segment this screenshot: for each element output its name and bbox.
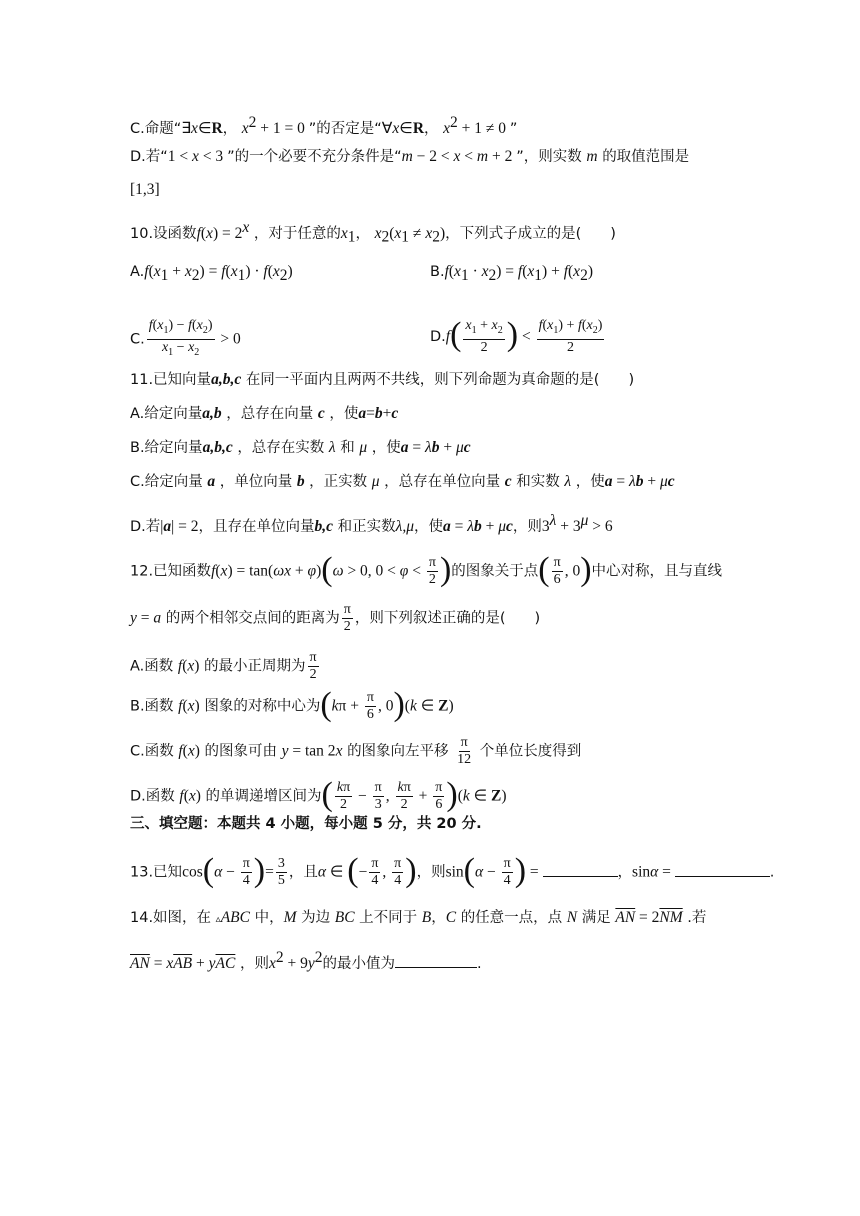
q14-stem: 14.如图，在 ▵ABC 中，M 为边 BC 上不同于 B，C 的任意一点，点 N 满足 $\overline{AN} = 2\overline{NM}$ .若	[130, 909, 707, 926]
q13-stem: 13.已知cos(α − $\frac{\pi}{4}$ )= $\frac{3}{5}$ ，且α ∈ (− $\frac{\pi}{4}$ , $\frac{\pi}{4}$ )，则sin(α − $\frac{\pi}{4}$ ) = ，sinα = .	[130, 851, 775, 889]
q11-option-a: A.给定向量a,b ，总存在向量 c ，使a=b+c	[130, 405, 399, 422]
q9-option-d: D.若“1 < x < 3 ”的一个必要不充分条件是“m − 2 < x < m + 2 ”，则实数 m 的取值范围是	[130, 148, 690, 165]
q10-option-a: $A.f(x_1 + x_2) = f(x_1) \cdot f(x_2)$	[130, 263, 293, 284]
q11-option-d: D.若|a| = 2，且存在单位向量b,c 和正实数λ,μ，使a = λb + μc，则$3^\lambda + 3^\mu > 6$	[130, 512, 613, 535]
q9-option-c: C.命题“∃x∈R， $x^2 + 1 = 0$ ”的否定是“∀x∈R， $x^2 + 1 \ne 0$ ”	[130, 114, 518, 137]
q12-option-b: B.函数 f(x) 图象的对称中心为(kπ + $\frac{\pi}{6}$ , 0)(k ∈ Z)	[130, 685, 454, 723]
q11-stem: 11.已知向量a,b,c 在同一平面内且两两不共线，则下列命题为真命题的是( )	[130, 371, 635, 388]
answer-blank[interactable]	[675, 862, 770, 877]
q10-option-b: $B.f(x_1 \cdot x_2) = f(x_1) + f(x_2)$	[430, 263, 593, 284]
q10-option-c: C. $\frac{f(x_1) - f(x_2)}{x_1 - x_2}$ > 0	[130, 318, 241, 358]
q11-option-b: B.给定向量a,b,c ，总存在实数 λ 和 μ ，使a = λb + μc	[130, 439, 471, 456]
q10-stem: 10.设函数$f(x) = 2^x$ ，对于任意的$x_1$， $x_2(x_1 \ne x_2)$，下列式子成立的是( )	[130, 219, 616, 246]
q14-stem-line2: $\overline{AN} = x\overline{AB} + y\overline{AC}$ ，则$x^2 + 9y^2$的最小值为 .	[130, 949, 482, 972]
q12-option-a: A.函数 f(x) 的最小正周期为 $\frac{\pi}{2}$	[130, 650, 317, 682]
q10-option-d: D.f( $\frac{x_1 + x_2}{2}$ ) < $\frac{f(x_1) + f(x_2)}{2}$	[430, 315, 603, 355]
q12-stem: 12.已知函数f(x) = tan(ωx + φ)(ω > 0, 0 < φ < $\frac{\pi}{2}$ )的图象关于点( $\frac{\pi}{6}$ , 0)中心对称，且与直线	[130, 550, 723, 588]
answer-blank[interactable]	[543, 862, 618, 877]
section-heading: 三、填空题：本题共 4 小题，每小题 5 分，共 20 分.	[130, 816, 482, 832]
answer-blank[interactable]	[395, 953, 477, 968]
q11-option-c: C.给定向量 a ，单位向量 b ，正实数 μ ，总存在单位向量 c 和实数 λ ，使a = λb + μc	[130, 473, 675, 490]
q12-option-c: C.函数 f(x) 的图象可由 y = tan 2x 的图象向左平移 $\frac{\pi}{12}$ 个单位长度得到	[130, 735, 582, 767]
q9-option-d-answer: [1,3]	[130, 181, 160, 198]
q12-stem-line2: y = a 的两个相邻交点间的距离为 $\frac{\pi}{2}$ ，则下列叙述正确的是( )	[130, 602, 541, 634]
q12-option-d: D.函数 f(x) 的单调递增区间为( $\frac{k\pi}{2}$ − $\frac{\pi}{3}$ , $\frac{k\pi}{2}$ + $\frac{\pi}{6}$ )(k ∈ Z)	[130, 775, 507, 813]
